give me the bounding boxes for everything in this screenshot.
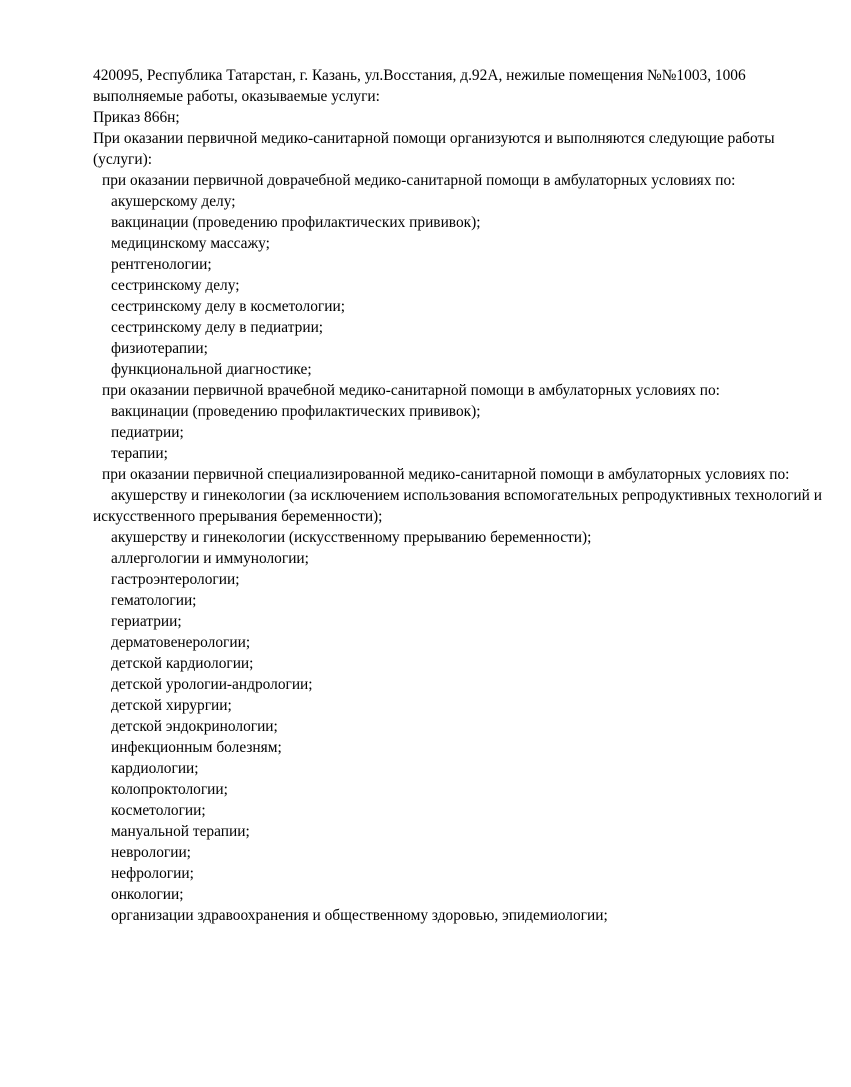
list-item: педиатрии; xyxy=(111,424,184,441)
document-page xyxy=(93,65,828,926)
list-item: мануальной терапии; xyxy=(111,823,250,840)
list-item: медицинскому массажу; xyxy=(111,235,270,252)
list-item: гематологии; xyxy=(111,592,197,609)
section-heading-specialized: при оказании первичной специализированной медико-санитарной помощи в амбулаторных условиях по: xyxy=(102,466,790,483)
list-item: функциональной диагностике; xyxy=(111,361,312,378)
list-item: акушерству и гинекологии (за исключением использования вспомогательных репродуктивных технологий и искусственного прерывания беременности); xyxy=(93,487,826,525)
list-item: косметологии; xyxy=(111,802,206,819)
list-item: акушерскому делу; xyxy=(111,193,236,210)
list-item: онкологии; xyxy=(111,886,184,903)
list-item: терапии; xyxy=(111,445,168,462)
list-item: нефрологии; xyxy=(111,865,194,882)
list-item: детской урологии-андрологии; xyxy=(111,676,313,693)
address-text: 420095, Республика Татарстан, г. Казань, ул.Восстания, д.92А, нежилые помещения №№1003, 1006 xyxy=(93,67,746,84)
list-item: организации здравоохранения и общественному здоровью, эпидемиологии; xyxy=(111,907,608,924)
list-item: инфекционным болезням; xyxy=(111,739,282,756)
section-heading-physician: при оказании первичной врачебной медико-санитарной помощи в амбулаторных условиях по: xyxy=(102,382,720,399)
list-item: сестринскому делу в косметологии; xyxy=(111,298,345,315)
list-item: вакцинации (проведению профилактических прививок); xyxy=(111,403,481,420)
list-item: детской эндокринологии; xyxy=(111,718,278,735)
section-heading-prehospital: при оказании первичной доврачебной медико-санитарной помощи в амбулаторных условиях по: xyxy=(102,172,736,189)
list-item: кардиологии; xyxy=(111,760,199,777)
list-item: рентгенологии; xyxy=(111,256,212,273)
list-item: детской хирургии; xyxy=(111,697,232,714)
list-item: колопроктологии; xyxy=(111,781,228,798)
list-item: детской кардиологии; xyxy=(111,655,254,672)
intro-text: При оказании первичной медико-санитарной помощи организуются и выполняются следующие работы (услуги): xyxy=(93,130,779,168)
list-item: физиотерапии; xyxy=(111,340,208,357)
list-item: аллергологии и иммунологии; xyxy=(111,550,309,567)
list-item: дерматовенерологии; xyxy=(111,634,251,651)
list-item: сестринскому делу в педиатрии; xyxy=(111,319,324,336)
list-item: вакцинации (проведению профилактических прививок); xyxy=(111,214,481,231)
list-item: гастроэнтерологии; xyxy=(111,571,240,588)
list-item: гериатрии; xyxy=(111,613,182,630)
works-label: выполняемые работы, оказываемые услуги: xyxy=(93,88,380,105)
list-item: сестринскому делу; xyxy=(111,277,240,294)
list-item: акушерству и гинекологии (искусственному прерыванию беременности); xyxy=(111,529,592,546)
list-item: неврологии; xyxy=(111,844,191,861)
order-reference: Приказ 866н; xyxy=(93,109,180,126)
